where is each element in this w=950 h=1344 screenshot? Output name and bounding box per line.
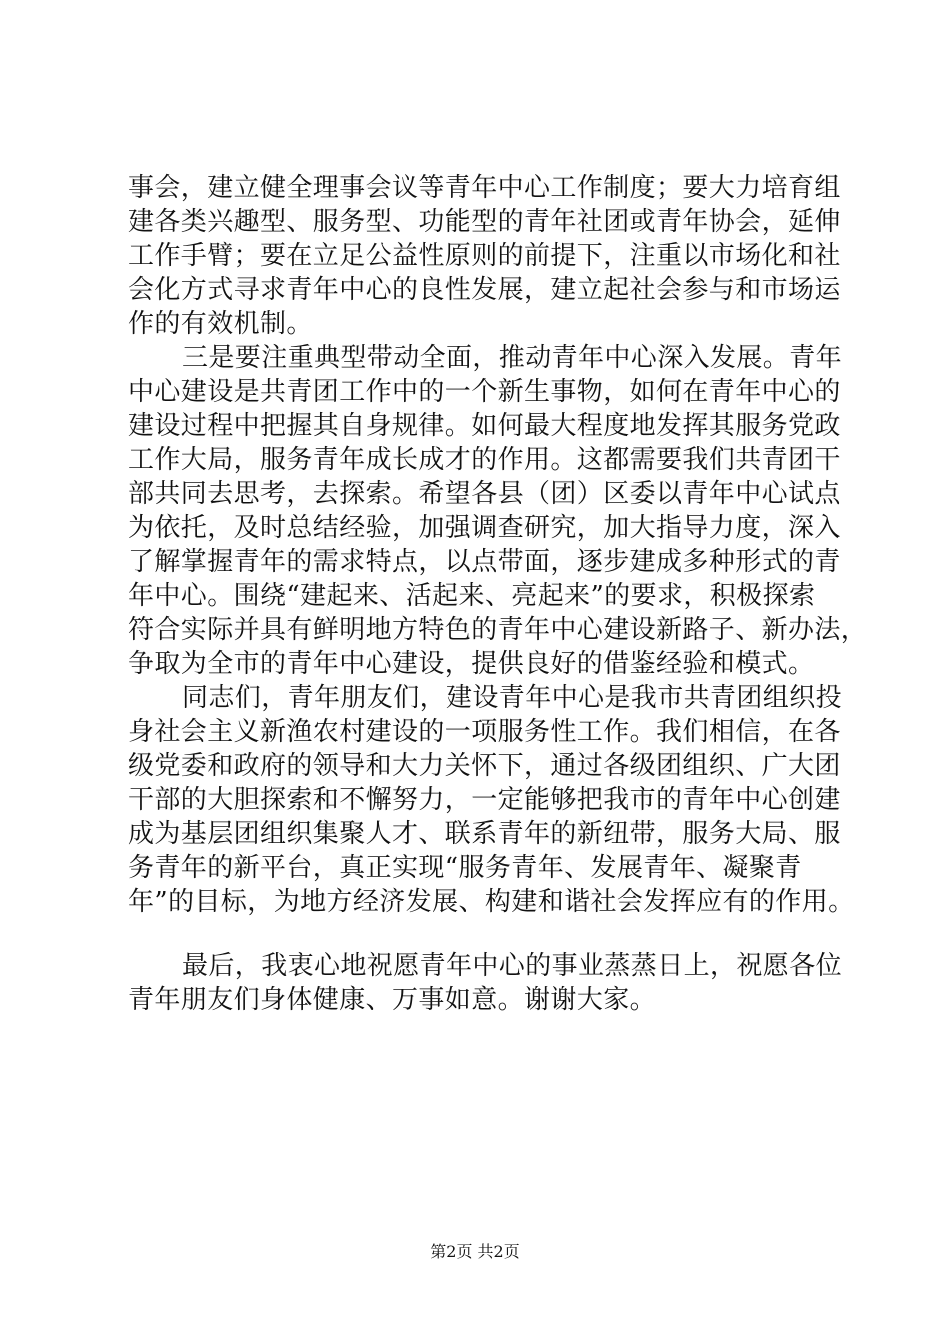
document-body: [128, 171, 868, 1017]
text-line: 最后，我衷心地祝愿青年中心的事业蒸蒸日上，祝愿各位: [182, 951, 843, 981]
text-line: 建各类兴趣型、服务型、功能型的青年社团或青年协会，延伸: [128, 207, 841, 237]
text-line: 年”的目标，为地方经济发展、构建和谐社会发挥应有的作用。: [128, 887, 855, 917]
page-number-footer: 第2页 共2页: [430, 1242, 520, 1261]
text-line: 部共同去思考，去探索。希望各县（团）区委以青年中心试点: [128, 479, 841, 509]
text-line: 干部的大胆探索和不懈努力，一定能够把我市的青年中心创建: [128, 785, 841, 815]
text-line: 会化方式寻求青年中心的良性发展，建立起社会参与和市场运: [128, 275, 841, 305]
text-line: 建设过程中把握其自身规律。如何最大程度地发挥其服务党政: [128, 411, 841, 441]
text-line: 年中心。围绕“建起来、活起来、亮起来”的要求，积极探索: [128, 581, 816, 611]
text-line: 事会，建立健全理事会议等青年中心工作制度；要大力培育组: [128, 173, 841, 203]
text-line: 身社会主义新渔农村建设的一项服务性工作。我们相信，在各: [128, 717, 841, 747]
text-line: 青年朋友们身体健康、万事如意。谢谢大家。: [128, 985, 657, 1015]
text-line: 争取为全市的青年中心建设，提供良好的借鉴经验和模式。: [128, 649, 815, 679]
paragraph-4: [128, 949, 843, 1017]
text-line: 中心建设是共青团工作中的一个新生事物，如何在青年中心的: [128, 377, 841, 407]
text-line: 作的有效机制。: [128, 309, 313, 339]
paragraph-1: [128, 171, 841, 341]
text-line: 三是要注重典型带动全面，推动青年中心深入发展。青年: [182, 343, 843, 373]
text-line: 同志们，青年朋友们，建设青年中心是我市共青团组织投: [182, 683, 843, 713]
text-line: 了解掌握青年的需求特点，以点带面，逐步建成多种形式的青: [128, 547, 841, 577]
text-line: 符合实际并具有鲜明地方特色的青年中心建设新路子、新办法，: [128, 615, 868, 645]
text-line: 级党委和政府的领导和大力关怀下，通过各级团组织、广大团: [128, 751, 841, 781]
paragraph-spacer: [128, 919, 833, 949]
text-line: 工作手臂；要在立足公益性原则的前提下，注重以市场化和社: [128, 241, 841, 271]
text-line: 为依托，及时总结经验，加强调查研究，加大指导力度，深入: [128, 513, 841, 543]
text-line: 工作大局，服务青年成长成才的作用。这都需要我们共青团干: [128, 445, 841, 475]
paragraph-2: [128, 341, 868, 681]
text-line: 务青年的新平台，真正实现“服务青年、发展青年、凝聚青: [128, 853, 802, 883]
paragraph-3: [128, 681, 855, 919]
text-line: 成为基层团组织集聚人才、联系青年的新纽带，服务大局、服: [128, 819, 841, 849]
